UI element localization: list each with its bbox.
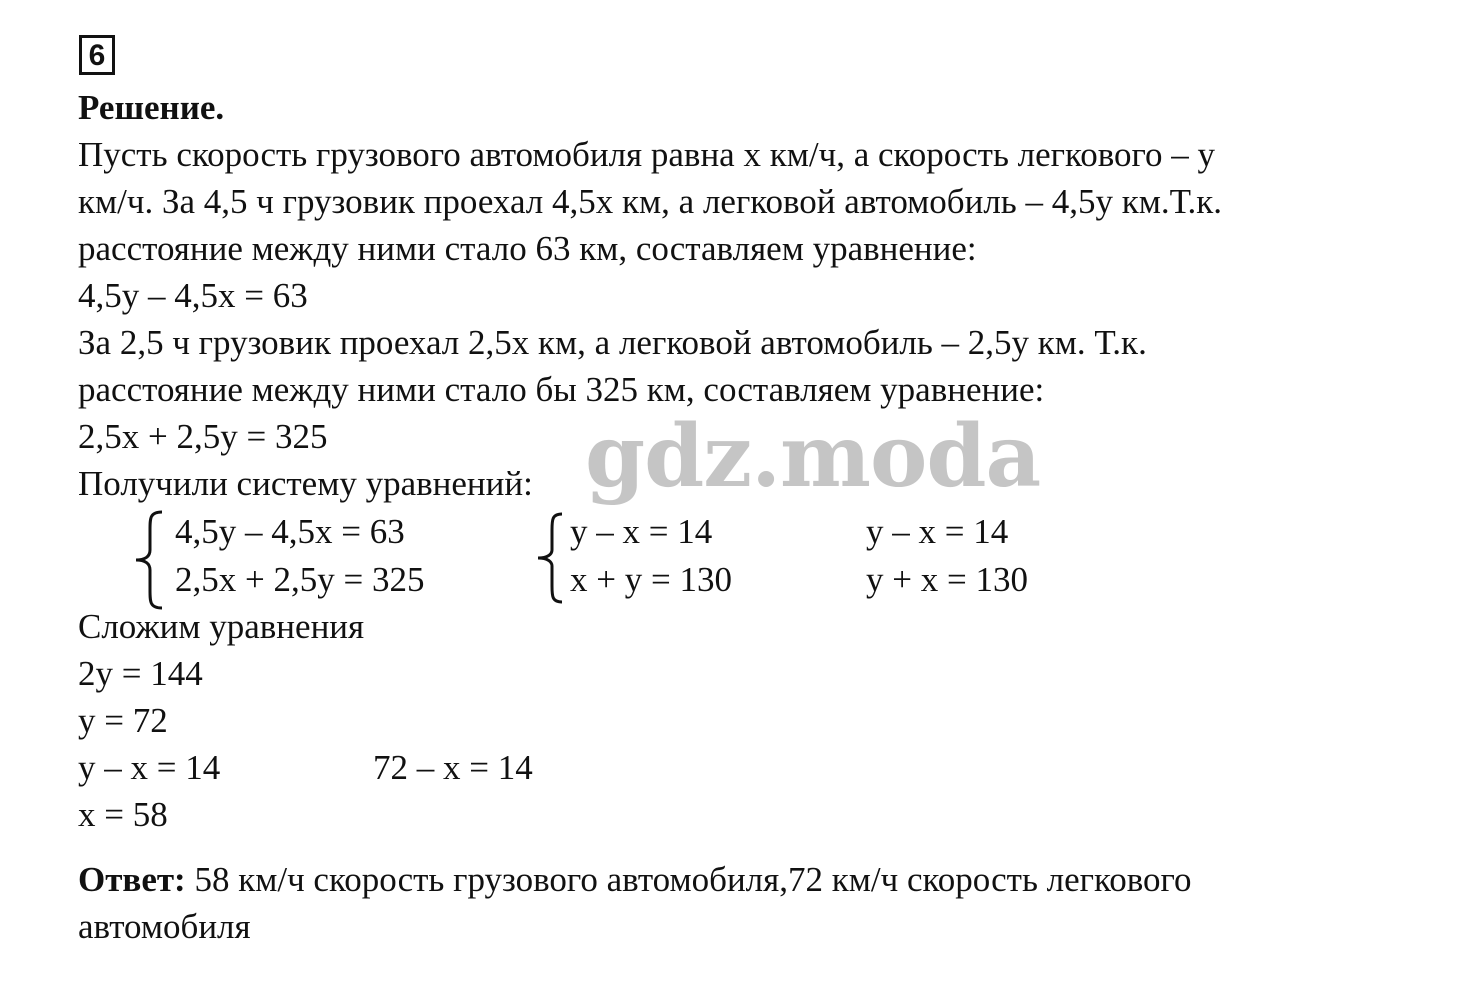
add-equations-label: Сложим уравнения bbox=[78, 607, 365, 646]
system-2-equation-2: х + у = 130 bbox=[570, 560, 732, 599]
system-3-equation-1: у – х = 14 bbox=[866, 512, 1009, 551]
step-2: у = 72 bbox=[78, 701, 168, 740]
solution-heading: Решение. bbox=[78, 88, 225, 127]
system-1-equation-2: 2,5х + 2,5у = 325 bbox=[175, 560, 425, 599]
text-line-6: расстояние между ними стало бы 325 км, составляем уравнение: bbox=[78, 370, 1045, 409]
task-number-box: 6 bbox=[79, 35, 115, 75]
answer-text-1: 58 км/ч скорость грузового автомобиля,72 км/ч скорость легкового bbox=[185, 860, 1192, 899]
text-line-3: расстояние между ними стало 63 км, составляем уравнение: bbox=[78, 229, 977, 268]
answer-line-2: автомобиля bbox=[78, 907, 251, 946]
equation-2: 2,5х + 2,5у = 325 bbox=[78, 417, 328, 456]
watermark: gdz.moda bbox=[585, 406, 1041, 507]
step-3b: 72 – х = 14 bbox=[373, 748, 533, 787]
system-1-equation-1: 4,5у – 4,5х = 63 bbox=[175, 512, 405, 551]
system-2-equation-1: у – х = 14 bbox=[570, 512, 713, 551]
answer-line-1 bbox=[78, 860, 1192, 900]
text-line-1: Пусть скорость грузового автомобиля равна х км/ч, а скорость легкового – у bbox=[78, 135, 1216, 174]
step-1: 2у = 144 bbox=[78, 654, 203, 693]
step-4: х = 58 bbox=[78, 795, 168, 834]
system-brace-1 bbox=[130, 510, 166, 610]
answer-label: Ответ: bbox=[78, 860, 186, 899]
text-line-8: Получили систему уравнений: bbox=[78, 464, 533, 503]
equation-1: 4,5у – 4,5х = 63 bbox=[78, 276, 308, 315]
system-3-equation-2: у + х = 130 bbox=[866, 560, 1028, 599]
system-brace-2 bbox=[532, 512, 568, 604]
step-3a: у – х = 14 bbox=[78, 748, 221, 787]
text-line-2: км/ч. За 4,5 ч грузовик проехал 4,5х км, а легковой автомобиль – 4,5у км.Т.к. bbox=[78, 182, 1223, 221]
text-line-5: За 2,5 ч грузовик проехал 2,5х км, а легковой автомобиль – 2,5у км. Т.к. bbox=[78, 323, 1147, 362]
